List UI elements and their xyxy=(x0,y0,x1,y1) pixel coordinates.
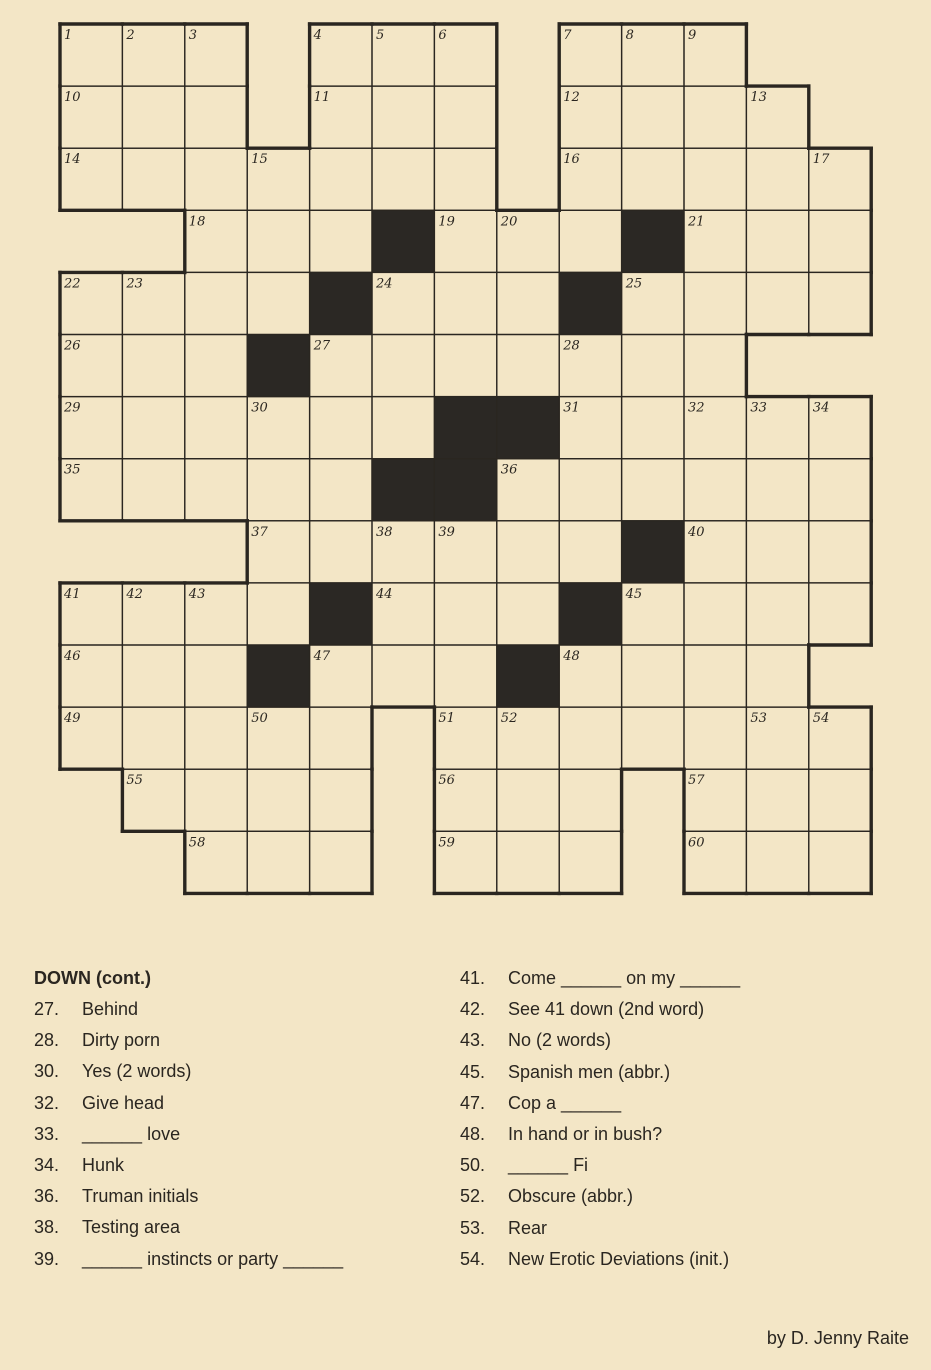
cell-number: 36 xyxy=(500,462,518,478)
grid-cell[interactable] xyxy=(684,86,746,148)
grid-cell[interactable] xyxy=(746,210,808,272)
grid-cell[interactable] xyxy=(684,148,746,210)
cell-number: 27 xyxy=(313,338,331,354)
clue-text: In hand or in bush? xyxy=(508,1123,663,1144)
clue-column-left xyxy=(34,963,434,1275)
cell-number: 9 xyxy=(688,28,697,43)
clue-39 xyxy=(34,1244,434,1275)
clue-text: New Erotic Deviations (init.) xyxy=(508,1248,730,1269)
clue-48 xyxy=(460,1119,910,1150)
grid-cell[interactable] xyxy=(247,272,309,334)
clue-list xyxy=(34,963,914,1283)
cell-number: 41 xyxy=(64,586,81,602)
grid-cell[interactable] xyxy=(434,335,496,397)
grid-cell[interactable] xyxy=(122,459,184,521)
grid-cell[interactable] xyxy=(559,769,621,831)
clue-number: 27. xyxy=(34,999,60,1019)
clue-text: Testing area xyxy=(82,1217,181,1238)
grid-cell[interactable] xyxy=(434,86,496,148)
grid-cell[interactable] xyxy=(622,335,684,397)
grid-cell[interactable] xyxy=(122,397,184,459)
grid-cell[interactable] xyxy=(185,397,247,459)
cell-number: 32 xyxy=(688,400,705,416)
grid-cell[interactable] xyxy=(247,210,309,272)
clue-text: Rear xyxy=(508,1217,548,1238)
black-square xyxy=(247,335,309,397)
grid-cell[interactable] xyxy=(310,210,372,272)
black-square xyxy=(434,459,496,521)
clue-number: 30. xyxy=(34,1061,60,1082)
clue-number: 43. xyxy=(460,1030,486,1051)
grid-cell[interactable] xyxy=(310,521,372,583)
grid-cell[interactable] xyxy=(122,707,184,769)
cell-number: 42 xyxy=(126,586,143,602)
grid-cell[interactable] xyxy=(247,831,309,893)
clue-number: 42. xyxy=(460,999,486,1020)
cell-number: 3 xyxy=(188,28,198,43)
grid-cell[interactable] xyxy=(559,521,621,583)
grid-cell[interactable] xyxy=(185,335,247,397)
cell-number: 28 xyxy=(563,338,580,354)
grid-cell[interactable] xyxy=(247,459,309,521)
cell-number: 24 xyxy=(376,276,393,292)
clue-number: 34. xyxy=(34,1154,60,1175)
black-square xyxy=(622,521,684,583)
grid-cell[interactable] xyxy=(122,148,184,210)
clue-text: Truman initials xyxy=(82,1186,199,1207)
clue-number: 36. xyxy=(34,1186,60,1207)
black-square xyxy=(310,583,372,645)
grid-cell[interactable] xyxy=(310,707,372,769)
grid-cell[interactable] xyxy=(684,335,746,397)
cell-number: 1 xyxy=(64,28,73,43)
cell-number: 58 xyxy=(188,835,206,851)
cell-number: 60 xyxy=(688,835,705,851)
cell-number: 21 xyxy=(688,214,705,230)
clue-38 xyxy=(34,1212,434,1243)
black-square xyxy=(372,210,434,272)
grid-cell[interactable] xyxy=(122,86,184,148)
grid-cell[interactable] xyxy=(497,769,559,831)
grid-cell[interactable] xyxy=(434,645,496,707)
cell-number: 29 xyxy=(64,400,81,416)
cell-number: 22 xyxy=(64,276,81,292)
clue-number: 54. xyxy=(460,1248,486,1269)
cell-number: 10 xyxy=(64,90,81,106)
clue-28 xyxy=(34,1025,434,1056)
grid-cell[interactable] xyxy=(559,210,621,272)
cell-number: 35 xyxy=(64,462,81,478)
clue-27 xyxy=(34,994,434,1025)
cell-number: 44 xyxy=(376,586,393,602)
grid-cell[interactable] xyxy=(746,645,808,707)
cell-number: 45 xyxy=(625,586,643,602)
black-square xyxy=(247,645,309,707)
clue-number: 38. xyxy=(34,1217,60,1238)
clue-34 xyxy=(34,1150,434,1181)
black-square xyxy=(497,397,559,459)
cell-number: 11 xyxy=(313,90,331,106)
cell-number: 23 xyxy=(126,276,143,292)
black-square xyxy=(310,272,372,334)
clue-text: Hunk xyxy=(82,1154,125,1175)
grid-cell[interactable] xyxy=(684,272,746,334)
clue-47 xyxy=(460,1088,910,1119)
grid-cell[interactable] xyxy=(185,645,247,707)
cell-number: 8 xyxy=(625,28,634,43)
grid-cell[interactable] xyxy=(746,769,808,831)
grid-cell[interactable] xyxy=(684,583,746,645)
grid-cell[interactable] xyxy=(622,645,684,707)
clue-number: 41. xyxy=(460,968,486,988)
grid-cell[interactable] xyxy=(746,459,808,521)
clue-number: 53. xyxy=(460,1217,486,1238)
grid-cell[interactable] xyxy=(497,583,559,645)
grid-cell[interactable] xyxy=(809,210,871,272)
clue-42 xyxy=(460,994,910,1025)
cell-number: 2 xyxy=(126,28,135,43)
grid-cell[interactable] xyxy=(372,645,434,707)
cell-number: 26 xyxy=(64,338,81,354)
cell-number: 40 xyxy=(688,524,705,540)
cell-number: 51 xyxy=(438,711,455,727)
grid-cell[interactable] xyxy=(622,397,684,459)
cell-number: 17 xyxy=(812,152,830,168)
grid-cell[interactable] xyxy=(310,459,372,521)
clue-column-right xyxy=(460,963,910,1275)
grid-cell[interactable] xyxy=(497,521,559,583)
cell-number: 14 xyxy=(64,152,81,168)
grid-cell[interactable] xyxy=(372,335,434,397)
grid-cell[interactable] xyxy=(622,148,684,210)
black-square xyxy=(559,583,621,645)
black-square xyxy=(559,272,621,334)
grid-cell[interactable] xyxy=(122,645,184,707)
grid-cell[interactable] xyxy=(622,459,684,521)
cell-number: 50 xyxy=(251,711,268,727)
grid-cell[interactable] xyxy=(746,272,808,334)
grid-cell[interactable] xyxy=(497,831,559,893)
clue-text: No (2 words) xyxy=(508,1030,612,1051)
clue-53 xyxy=(460,1213,910,1244)
grid-cell[interactable] xyxy=(559,831,621,893)
grid-cell[interactable] xyxy=(746,583,808,645)
grid-cell[interactable] xyxy=(434,583,496,645)
cell-number: 55 xyxy=(126,773,143,789)
cell-number: 31 xyxy=(563,400,580,416)
grid-cell[interactable] xyxy=(185,459,247,521)
cell-number: 4 xyxy=(313,28,322,43)
clue-text: See 41 down (2nd word) xyxy=(508,999,705,1020)
grid-cell[interactable] xyxy=(372,86,434,148)
cell-number: 54 xyxy=(812,711,830,727)
grid-cell[interactable] xyxy=(559,707,621,769)
grid-cell[interactable] xyxy=(247,769,309,831)
grid-cell[interactable] xyxy=(185,272,247,334)
cell-number: 56 xyxy=(438,773,455,789)
clue-number: 39. xyxy=(34,1248,60,1269)
black-square xyxy=(497,645,559,707)
cell-number: 57 xyxy=(688,773,705,789)
clue-text: Cop a ______ xyxy=(508,1092,622,1113)
clue-43 xyxy=(460,1025,910,1056)
clue-number: 45. xyxy=(460,1061,486,1082)
cell-number: 12 xyxy=(563,90,580,106)
clue-text: ______ Fi xyxy=(508,1155,589,1176)
grid-cell[interactable] xyxy=(809,521,871,583)
cell-number: 7 xyxy=(563,28,572,43)
cell-number: 39 xyxy=(438,524,455,540)
clue-number: 28. xyxy=(34,1030,60,1051)
grid-cell[interactable] xyxy=(684,459,746,521)
grid-cell[interactable] xyxy=(746,831,808,893)
clue-54 xyxy=(460,1244,910,1275)
clue-text: Come ______ on my ______ xyxy=(508,968,741,988)
grid-cell[interactable] xyxy=(122,335,184,397)
grid-cell[interactable] xyxy=(497,272,559,334)
grid-cell[interactable] xyxy=(684,707,746,769)
grid-cell[interactable] xyxy=(434,272,496,334)
grid-cell[interactable] xyxy=(185,86,247,148)
grid-cell[interactable] xyxy=(746,521,808,583)
grid-cell[interactable] xyxy=(622,86,684,148)
clue-text: Spanish men (abbr.) xyxy=(508,1061,671,1082)
clue-36 xyxy=(34,1181,434,1212)
clue-45 xyxy=(460,1057,910,1088)
clue-32 xyxy=(34,1088,434,1119)
clue-number: 50. xyxy=(460,1155,486,1176)
cell-number: 34 xyxy=(812,400,830,416)
cell-number: 33 xyxy=(750,400,767,416)
clue-number: 47. xyxy=(460,1092,486,1113)
cell-number: 48 xyxy=(563,649,580,664)
grid-cell[interactable] xyxy=(185,707,247,769)
grid-cell[interactable] xyxy=(185,148,247,210)
clue-number: 32. xyxy=(34,1092,60,1113)
clue-text: Obscure (abbr.) xyxy=(508,1186,634,1207)
cell-number: 16 xyxy=(563,152,580,168)
black-square xyxy=(372,459,434,521)
grid-cell[interactable] xyxy=(310,831,372,893)
cell-number: 25 xyxy=(625,276,643,292)
cell-number: 43 xyxy=(188,586,206,602)
cell-number: 38 xyxy=(376,524,393,540)
clue-heading: DOWN (cont.) xyxy=(34,968,151,988)
clue-text: ______ instincts or party ______ xyxy=(82,1248,344,1269)
clue-30 xyxy=(34,1056,434,1087)
cell-number: 13 xyxy=(750,90,767,106)
grid-cell[interactable] xyxy=(310,148,372,210)
grid-cell[interactable] xyxy=(809,583,871,645)
grid-cell[interactable] xyxy=(372,148,434,210)
cell-number: 19 xyxy=(438,214,455,230)
clue-33 xyxy=(34,1119,434,1150)
cell-number: 49 xyxy=(64,711,81,727)
clue-52 xyxy=(460,1181,910,1212)
cell-number: 6 xyxy=(438,28,447,43)
cell-number: 53 xyxy=(750,711,767,727)
clue-50 xyxy=(460,1150,910,1181)
grid-cell[interactable] xyxy=(372,397,434,459)
grid-cell[interactable] xyxy=(809,831,871,893)
clue-41 xyxy=(460,963,910,994)
grid-cell[interactable] xyxy=(185,769,247,831)
grid-cell[interactable] xyxy=(622,707,684,769)
clue-number: 33. xyxy=(34,1123,60,1144)
grid-cell[interactable] xyxy=(684,645,746,707)
clue-text: ______ love xyxy=(82,1123,181,1144)
cell-number: 47 xyxy=(313,649,331,664)
clue-text: Behind xyxy=(82,999,139,1019)
cell-number: 20 xyxy=(500,214,518,230)
cell-number: 46 xyxy=(64,649,81,664)
cell-number: 15 xyxy=(251,152,268,168)
grid-cell[interactable] xyxy=(559,459,621,521)
grid-cell[interactable] xyxy=(746,148,808,210)
grid-cell[interactable] xyxy=(497,335,559,397)
black-square xyxy=(434,397,496,459)
cell-number: 37 xyxy=(251,524,268,540)
clue-text: Give head xyxy=(82,1092,165,1113)
author-byline: by D. Jenny Raite xyxy=(766,1328,909,1348)
grid-cell[interactable] xyxy=(434,148,496,210)
grid-cell[interactable] xyxy=(247,583,309,645)
clue-text: Dirty porn xyxy=(82,1030,161,1051)
clue-number: 52. xyxy=(460,1186,486,1207)
clue-number: 48. xyxy=(460,1123,486,1144)
cell-number: 18 xyxy=(188,214,206,230)
cell-number: 52 xyxy=(500,711,518,727)
grid-cell[interactable] xyxy=(809,459,871,521)
grid-cell[interactable] xyxy=(809,769,871,831)
clue-text: Yes (2 words) xyxy=(82,1061,192,1082)
cell-number: 59 xyxy=(438,835,455,851)
grid-cell[interactable] xyxy=(809,272,871,334)
grid-cell[interactable] xyxy=(310,397,372,459)
black-square xyxy=(622,210,684,272)
cell-number: 30 xyxy=(251,400,268,416)
cell-number: 5 xyxy=(376,28,385,43)
grid-cell[interactable] xyxy=(310,769,372,831)
